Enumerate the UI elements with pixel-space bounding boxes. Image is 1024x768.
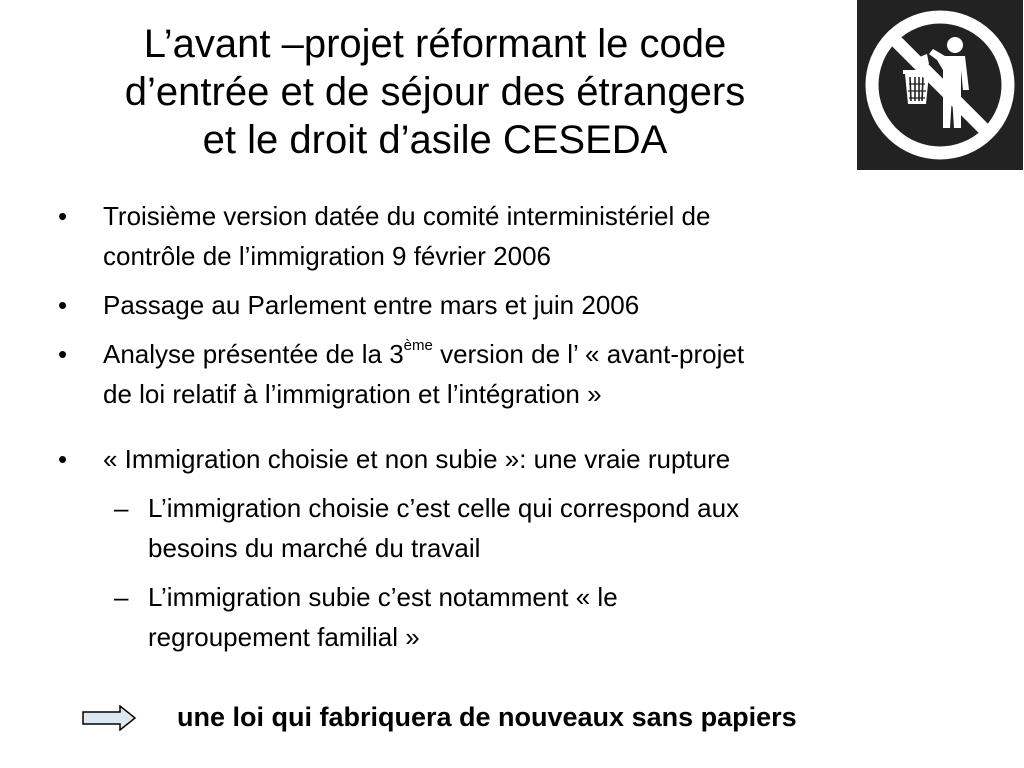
- bullet-text-line: Passage au Parlement entre mars et juin 2006: [103, 290, 640, 320]
- no-littering-icon: [857, 0, 1023, 170]
- no-littering-logo: [857, 0, 1023, 170]
- bullet-text-segment: Analyse présentée de la 3: [103, 339, 404, 369]
- conclusion-text: une loi qui fabriquera de nouveaux sans papiers: [177, 702, 797, 732]
- sub-bullet-mark: –: [114, 493, 129, 523]
- bullet-item: [58, 285, 988, 325]
- sub-bullet-text-line: L’immigration subie c’est notamment « le: [148, 582, 618, 612]
- sub-bullet-item: [58, 577, 988, 657]
- bullet-mark: •: [58, 201, 68, 231]
- bullet-text-line: Troisième version datée du comité interministériel de: [103, 201, 711, 231]
- slide-title: [20, 20, 850, 164]
- bullet-item: [58, 439, 988, 479]
- ordinal-suffix: ème: [403, 337, 433, 355]
- slide-title-line: L’avant –projet réformant le code: [143, 22, 727, 66]
- slide-body: [58, 196, 988, 657]
- bullet-text-line: « Immigration choisie et non subie »: une vraie rupture: [103, 444, 731, 474]
- slide-title-line: et le droit d’asile CESEDA: [202, 118, 668, 162]
- bullet-mark: •: [58, 339, 68, 369]
- sub-bullet-item: [58, 488, 988, 568]
- sub-bullet-mark: –: [114, 582, 129, 612]
- bullet-text-segment: version de l’ « avant-projet: [432, 339, 745, 369]
- bullet-mark: •: [58, 290, 68, 320]
- right-arrow-icon: [82, 705, 136, 731]
- sub-bullet-text-line: regroupement familial »: [148, 622, 420, 652]
- conclusion-row: [82, 700, 982, 736]
- slide-title-line: d’entrée et de séjour des étrangers: [124, 70, 746, 114]
- bullet-item: [58, 334, 988, 414]
- bullet-text-line: [103, 334, 988, 374]
- bullet-text-line: contrôle de l’immigration 9 février 2006: [103, 241, 551, 271]
- bullet-mark: •: [58, 444, 68, 474]
- sub-bullet-text-line: besoins du marché du travail: [148, 533, 481, 563]
- bullet-item: [58, 196, 988, 276]
- sub-bullet-text-line: L’immigration choisie c’est celle qui correspond aux: [148, 493, 740, 523]
- bullet-text-line: de loi relatif à l’immigration et l’intégration »: [103, 379, 602, 409]
